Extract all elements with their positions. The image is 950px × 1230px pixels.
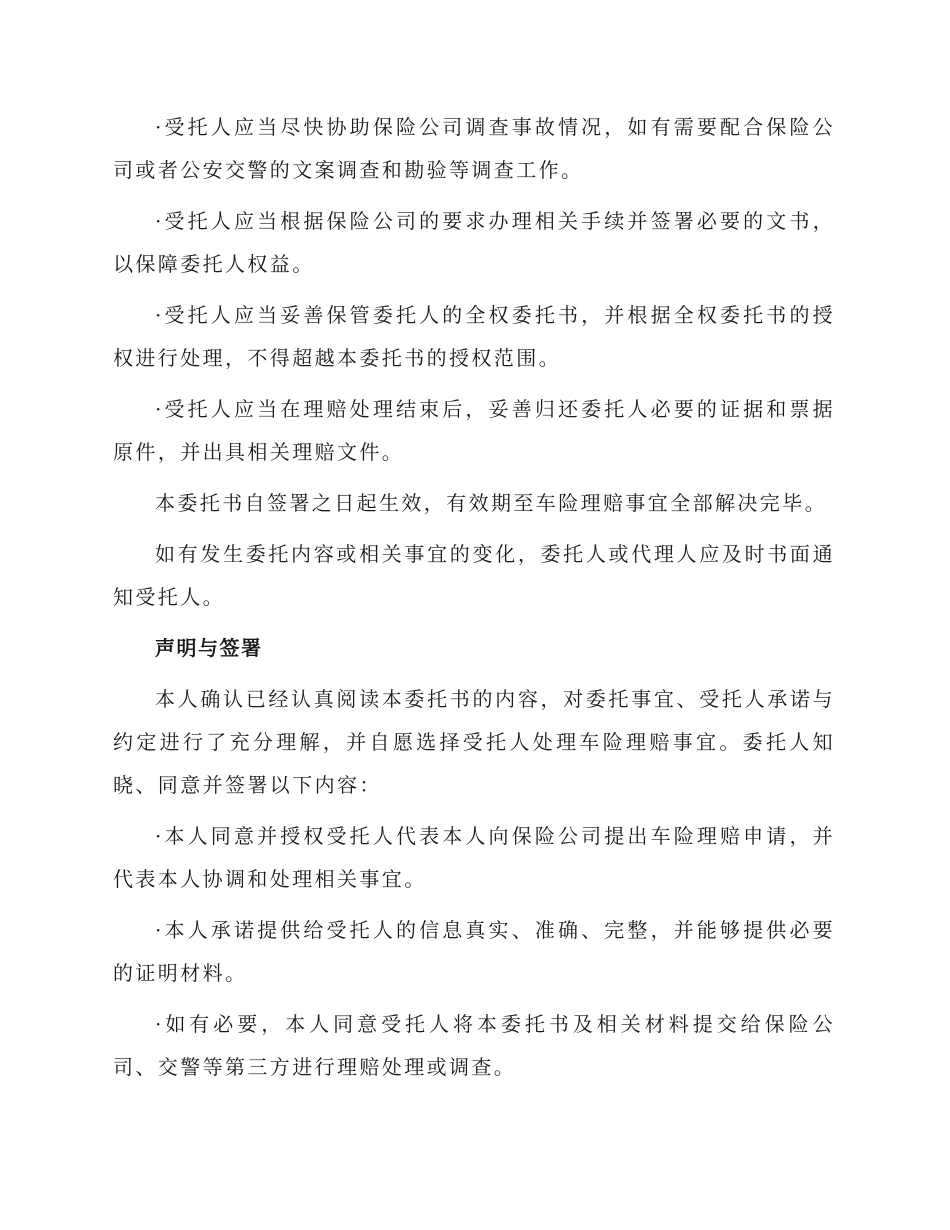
paragraph-trustee-handle-procedures: ·受托人应当根据保险公司的要求办理相关手续并签署必要的文书，以保障委托人权益。 xyxy=(113,209,835,276)
paragraph-information-accuracy: ·本人承诺提供给受托人的信息真实、准确、完整，并能够提供必要的证明材料。 xyxy=(113,918,835,985)
paragraph-consent-authorization: ·本人同意并授权受托人代表本人向保险公司提出车险理赔申请，并代表本人协调和处理相关事宜。 xyxy=(113,824,835,891)
paragraph-trustee-return-documents: ·受托人应当在理赔处理结束后，妥善归还委托人必要的证据和票据原件，并出具相关理赔文件。 xyxy=(113,397,835,464)
document-body xyxy=(113,106,835,1097)
paragraph-trustee-assist-investigation: ·受托人应当尽快协助保险公司调查事故情况，如有需要配合保险公司或者公安交警的文案调查和勘验等调查工作。 xyxy=(113,115,835,182)
section-heading-declaration: 声明与签署 xyxy=(155,636,263,660)
paragraph-validity-period: 本委托书自签署之日起生效，有效期至车险理赔事宜全部解决完毕。 xyxy=(155,491,827,515)
paragraph-change-notification: 如有发生委托内容或相关事宜的变化，委托人或代理人应及时书面通知受托人。 xyxy=(113,542,835,609)
paragraph-third-party-submission: ·如有必要，本人同意受托人将本委托书及相关材料提交给保险公司、交警等第三方进行理赔处理或调查。 xyxy=(113,1012,835,1079)
paragraph-trustee-keep-authorization: ·受托人应当妥善保管委托人的全权委托书，并根据全权委托书的授权进行处理，不得超越本委托书的授权范围。 xyxy=(113,303,835,370)
paragraph-declaration-intro: 本人确认已经认真阅读本委托书的内容，对委托事宜、受托人承诺与约定进行了充分理解，并自愿选择受托人处理车险理赔事宜。委托人知晓、同意并签署以下内容： xyxy=(113,687,835,797)
